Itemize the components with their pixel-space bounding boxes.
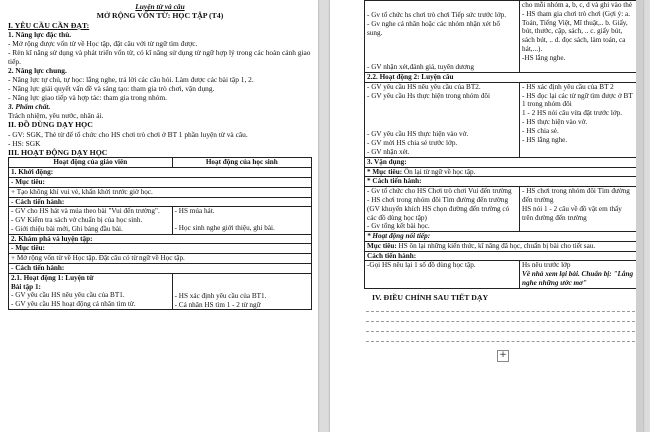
table-row: - Cách tiến hành:: [9, 197, 312, 207]
student-cell: [172, 273, 311, 310]
text-line: - HS đọc lại các từ ngữ tìm được ở BT 1 trong nhóm đôi: [522, 91, 633, 109]
table-row: Cách tiến hành:: [365, 251, 637, 261]
text-line: - HS lắng nghe.: [522, 135, 568, 144]
student-cell: [520, 82, 637, 157]
section-materials: II. ĐỒ DÙNG DẠY HỌC: [8, 120, 93, 130]
text-line: - Năng lực giao tiếp và hợp tác: tham gia trong nhóm.: [8, 93, 167, 103]
page-right-content: [364, 0, 637, 342]
text-line: - HS chia sẻ.: [522, 126, 559, 135]
section-activities: III. HOẠT ĐỘNG DẠY HỌC: [8, 147, 108, 157]
text-line: Hs nêu trước lớp: [522, 261, 571, 270]
section-requirements: I. YÊU CẦU CẦN ĐẠT:: [8, 20, 90, 30]
text-line: - GV yêu cầu HS hoạt động cá nhân tìm từ.: [11, 300, 136, 309]
table-row: - Cách tiến hành:: [9, 264, 312, 274]
text-line: - Giới thiệu bài mới, Ghi bảng đầu bài.: [11, 224, 123, 233]
student-cell: [172, 207, 311, 234]
text-line: -HS lắng nghe.: [522, 53, 566, 62]
text-line: 1 - 2 HS nói câu vừa đặt trước lớp.: [522, 109, 623, 118]
text-line: - Rèn kĩ năng sử dụng và phát triển vốn từ, có kĩ năng sử dụng từ ngữ hợp lý trong các hoàn cảnh giao tiếp.: [8, 48, 311, 67]
table-row: * Hoạt động nối tiếp:: [365, 232, 637, 242]
header-student: Hoạt động của học sinh: [172, 158, 311, 168]
text-line: - GV nhận xét,đánh giá, tuyên dương: [367, 63, 474, 72]
header-teacher: Hoạt động của giáo viên: [9, 158, 173, 168]
student-cell: [520, 1, 637, 73]
text-line: - HS xác định yêu cầu của BT1.: [174, 291, 267, 300]
text-line: - GV cho HS hát và múa theo bài "Vui đến trường".: [11, 207, 160, 216]
blank-line: [366, 322, 635, 332]
table-row: [365, 167, 637, 177]
table-row: 3. Vận dụng:: [365, 157, 637, 167]
table-row: - Mục tiêu:: [9, 177, 312, 187]
text-line: 2.1. Hoạt động 1: Luyện từ: [11, 273, 94, 282]
document-page-left: [0, 0, 318, 432]
table-row: - Mục tiêu:: [9, 244, 312, 254]
teacher-cell: [9, 207, 173, 234]
add-row-plus-icon[interactable]: +: [497, 350, 509, 362]
label: Mục tiêu:: [367, 241, 397, 250]
table-row: 2.2. Hoạt động 2: Luyện câu: [365, 73, 637, 83]
subject-label: Luyện từ và câu: [135, 2, 185, 11]
text-line: - GV: SGK, Thẻ từ để tổ chức cho HS chơi trò chơi ở BT 1 phần luyện từ và câu.: [8, 129, 248, 139]
text-line: - Năng lực tự chủ, tự học: lắng nghe, trả lời các câu hỏi. Làm được các bài tập 1, 2.: [8, 75, 254, 85]
section-adjustments: IV. ĐIỀU CHỈNH SAU TIẾT DẠY: [372, 292, 489, 302]
text-line: - GV mời HS chia sẻ trước lớp.: [367, 139, 458, 148]
table-row: 1. Khởi động:: [9, 168, 312, 178]
text-line: - HS: SGK: [8, 138, 41, 148]
teacher-cell: [9, 273, 173, 310]
text-line: - GV yêu cầu HS nêu yêu cầu của BT2.: [367, 82, 481, 91]
teacher-cell: [365, 82, 520, 157]
table-row: [365, 241, 637, 251]
blank-line: [366, 332, 635, 342]
text-line: cho mỗi nhóm a, b, c, d và ghi vào thẻ: [522, 1, 633, 9]
subsection-general-competency: 2. Năng lực chung.: [8, 66, 67, 76]
table-row: + Mở rộng vốn từ về Học tập. Đặt câu có từ ngữ về Học tập.: [9, 254, 312, 264]
text-line: HS nói 1 - 2 câu về đồ vật em thấy trên đường đến trường: [522, 204, 622, 222]
page-left-content: [8, 2, 312, 310]
teacher-cell: [365, 1, 520, 73]
student-cell: [520, 261, 637, 288]
table-row: 2. Khám phá và luyện tập:: [9, 234, 312, 244]
blank-line: [366, 302, 635, 312]
text-line: - GV yêu cầu HS nêu yêu cầu của BT1.: [11, 291, 125, 300]
subsection-qualities: 3. Phẩm chất.: [8, 102, 51, 112]
text-line: - HS chơi trong nhóm đôi Tìm đường đến trường: [522, 187, 630, 204]
blank-line: [366, 312, 635, 322]
teacher-cell: [365, 187, 520, 232]
text-line: Bài tập 1:: [11, 282, 41, 291]
activity-table-right: [364, 0, 637, 289]
text-line: Trách nhiệm, yêu nước, nhân ái.: [8, 111, 104, 121]
text-line: - GV Kiểm tra sách vở chuẩn bị của học sinh.: [11, 216, 143, 225]
page-edge: [636, 0, 643, 432]
text-line: - Học sinh nghe giới thiệu, ghi bài.: [174, 224, 275, 233]
text: Ôn lại từ ngữ về học tập.: [403, 167, 476, 176]
teacher-cell: [365, 261, 520, 288]
table-row: * Cách tiến hành:: [365, 177, 637, 187]
text-line: - Gv nghe cá nhân hoặc các nhóm nhận xét bổ sung.: [367, 19, 500, 37]
text-line: - HS chơi trong nhóm đôi Tìm đường đến trường (GV khuyến khích HS chọn đường đến trường có các đồ dùng học tập): [367, 195, 510, 222]
text-line: - Mở rộng được vốn từ về Học tập, đặt câu với từ ngữ tìm được.: [8, 39, 198, 49]
text: HS ôn lại những kiến thức, kĩ năng đã học, chuẩn bị bài cho tiết sau.: [398, 241, 596, 250]
text-line: - Năng lực giải quyết vấn đề và sáng tạo: tham gia trò chơi, vận dụng.: [8, 84, 215, 94]
text-line: - Cá nhân HS tìm 1 - 2 từ ngữ: [174, 300, 261, 309]
text-line: - Gv tổng kết bài học.: [367, 222, 430, 231]
label: * Mục tiêu:: [367, 167, 403, 176]
student-cell: [520, 187, 637, 232]
table-row: + Tạo không khí vui vẻ, khấn khởi trước giờ học.: [9, 187, 312, 197]
activity-table-left: [8, 157, 312, 310]
text-line: - HS thực hiện vào vở.: [522, 118, 588, 127]
text-line: - GV yêu cầu HS thực hiện vào vở.: [367, 130, 469, 139]
text-line: Về nhà xem lại bài. Chuẩn bị: "Lắng nghe những ước mơ": [522, 270, 634, 287]
text-line: -Gọi HS nêu lại 1 số đồ dùng học tập.: [367, 261, 476, 270]
text-line: - GV nhận xét.: [367, 148, 410, 157]
text-line: - HS múa hát.: [174, 207, 215, 216]
text-line: - Gv tổ chức cho HS Chơi trò chơi Vui đến trường: [367, 187, 512, 196]
document-page-right: [330, 0, 643, 432]
text-line: - GV yêu cầu Hs thực hiện trong nhóm đôi: [367, 91, 490, 100]
text-line: - Gv tổ chức hs chơi trò chơi Tiếp sức trước lớp.: [367, 11, 507, 19]
text-line: - HS tham gia chơi trò chơi (Gợi ý: a. Toán, Tiếng Việt, Mĩ thuật,.. b. Giấy, bút, thước, cặp, sách, .. c. giấy bút, sách bút, .. d. đọc sách, làm toán, ca hát,...).: [522, 9, 631, 53]
subsection-specific-competency: 1. Năng lực đặc thù.: [8, 30, 72, 40]
text-line: - HS xác định yêu cầu của BT 2: [522, 82, 614, 91]
lesson-title: MỞ RỘNG VỐN TỪ: HỌC TẬP (T4): [96, 11, 224, 21]
